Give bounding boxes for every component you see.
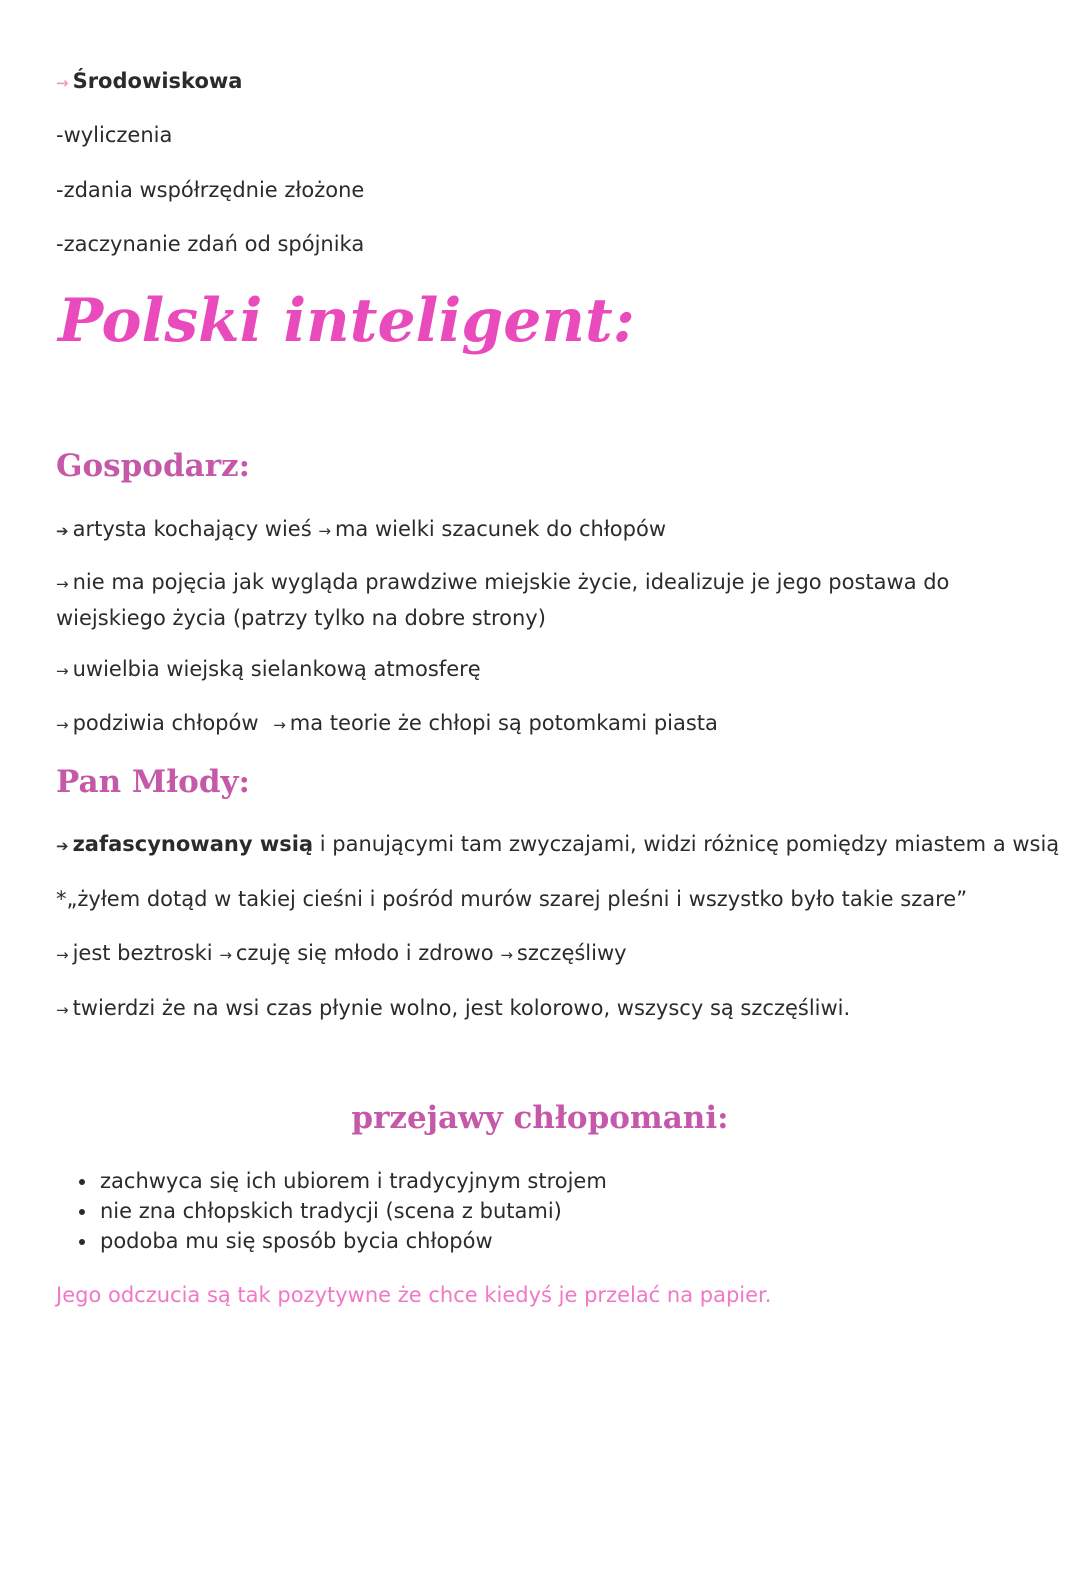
gospodarz-line-1 bbox=[56, 512, 666, 548]
line-text: twierdzi że na wsi czas płynie wolno, jest kolorowo, wszyscy są szczęśliwi. bbox=[72, 996, 851, 1020]
arrow-right-icon: → bbox=[500, 946, 513, 964]
pan-mlody-line-3 bbox=[56, 936, 627, 972]
srodowiskowa-label: Środowiskowa bbox=[72, 69, 243, 93]
line-text: jest beztroski bbox=[72, 941, 213, 965]
chlopomania-list bbox=[56, 1166, 607, 1256]
list-item: • podoba mu się sposób bycia chłopów bbox=[98, 1226, 607, 1256]
section-srodowiskowa-heading bbox=[56, 64, 242, 100]
arrow-right-icon: → bbox=[56, 716, 69, 734]
line-text-bold: zafascynowany wsią bbox=[72, 832, 314, 856]
list-item: -wyliczenia bbox=[56, 123, 173, 147]
list-item: • zachwyca się ich ubiorem i tradycyjnym strojem bbox=[98, 1166, 607, 1196]
line-text: i panującymi tam zwyczajami, widzi różnicę pomiędzy miastem a wsią bbox=[313, 832, 1060, 856]
page-title: Polski inteligent: bbox=[58, 286, 635, 356]
arrow-right-icon: → bbox=[219, 946, 232, 964]
arrow-right-icon: → bbox=[273, 716, 286, 734]
line-text: nie ma pojęcia jak wygląda prawdziwe miejskie życie, idealizuje je jego postawa do wiejskiego życia (patrzy tylko na dobre strony) bbox=[56, 570, 950, 630]
arrow-right-icon: → bbox=[56, 1001, 69, 1019]
gospodarz-line-4 bbox=[56, 706, 718, 742]
arrow-right-icon: → bbox=[56, 575, 69, 593]
arrow-right-icon: ➔ bbox=[56, 837, 69, 855]
arrow-right-icon: → bbox=[56, 74, 69, 92]
arrow-right-icon: → bbox=[56, 946, 69, 964]
arrow-right-icon: ➔ bbox=[56, 522, 69, 540]
line-text: podziwia chłopów bbox=[72, 711, 259, 735]
arrow-right-icon: → bbox=[56, 662, 69, 680]
list-item: • nie zna chłopskich tradycji (scena z butami) bbox=[98, 1196, 607, 1226]
gospodarz-line-2 bbox=[56, 565, 1036, 635]
closing-sentence: Jego odczucia są tak pozytywne że chce kiedyś je przelać na papier. bbox=[56, 1283, 772, 1307]
pan-mlody-line-4 bbox=[56, 991, 850, 1027]
line-text: artysta kochający wieś bbox=[72, 517, 312, 541]
line-text: czuję się młodo i zdrowo bbox=[235, 941, 494, 965]
gospodarz-heading: Gospodarz: bbox=[56, 448, 251, 484]
line-text: szczęśliwy bbox=[516, 941, 627, 965]
line-text: uwielbia wiejską sielankową atmosferę bbox=[72, 657, 481, 681]
pan-mlody-quote: *„żyłem dotąd w takiej cieśni i pośród murów szarej pleśni i wszystko było takie szare” bbox=[56, 887, 968, 911]
pan-mlody-line-1 bbox=[56, 827, 1059, 863]
chlopomania-heading: przejawy chłopomani: bbox=[351, 1100, 729, 1136]
gospodarz-line-3 bbox=[56, 652, 481, 688]
list-item: -zaczynanie zdań od spójnika bbox=[56, 232, 365, 256]
line-text: ma wielki szacunek do chłopów bbox=[334, 517, 667, 541]
pan-mlody-heading: Pan Młody: bbox=[56, 764, 250, 800]
list-item: -zdania współrzędnie złożone bbox=[56, 178, 365, 202]
line-text: ma teorie że chłopi są potomkami piasta bbox=[289, 711, 718, 735]
arrow-right-icon: → bbox=[318, 522, 331, 540]
